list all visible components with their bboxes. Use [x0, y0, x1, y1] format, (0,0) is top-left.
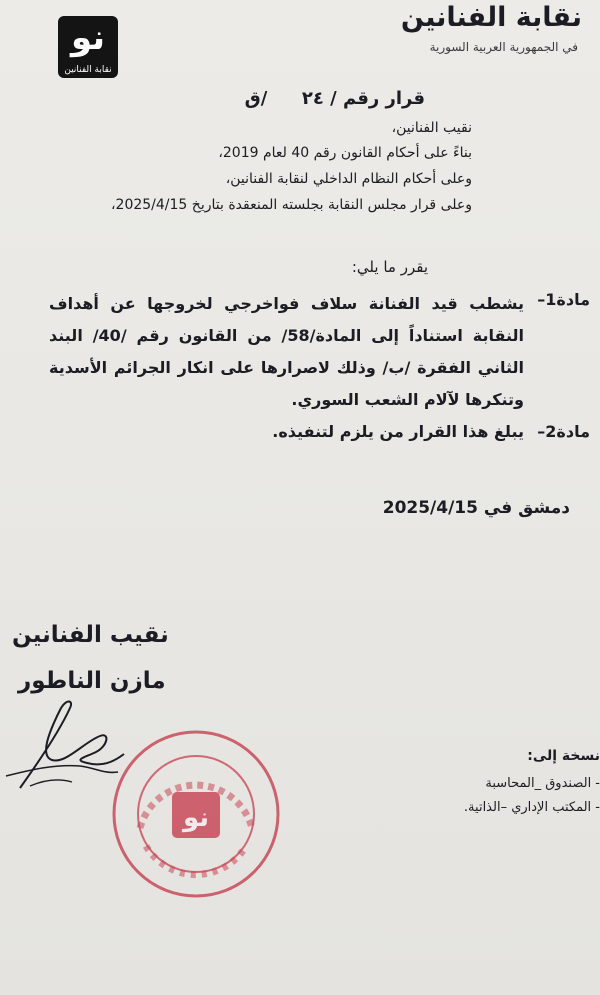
article-1-label: مادة1– — [537, 290, 590, 309]
preamble-line-3: وعلى قرار مجلس النقابة بجلسته المنعقدة بتاريخ 2025/4/15، — [111, 197, 472, 213]
preamble-line-1: بناءً على أحكام القانون رقم 40 لعام 2019، — [218, 145, 472, 161]
logo-mark: نو — [70, 18, 106, 58]
logo-caption: نقابة الفنانين — [64, 65, 112, 75]
official-stamp — [110, 728, 282, 900]
article-2-text: يبلغ هذا القرار من يلزم لتنفيذه. — [272, 422, 524, 441]
organization-subtitle: في الجمهورية العربية السورية — [429, 40, 578, 54]
copy-item-1: - الصندوق _المحاسبة — [485, 776, 600, 791]
copies-heading: نسخة إلى: — [527, 748, 600, 764]
stamp-mark: نو — [182, 803, 210, 833]
addressee-line: نقيب الفنانين، — [391, 120, 472, 136]
decision-number-label: قرار رقم / ٢٤ — [301, 88, 425, 109]
article-1-text: يشطب قيد الفنانة سلاف فواخرجي لخروجها عن أهداف النقابة استناداً إلى المادة/58/ من القانون رقم /40/ البند الثاني الفقرة /ب/ وذلك لاصرارها على انكار الجرائم الأسدية وتنكرها لآلام الشعب السوري. — [49, 294, 525, 409]
signatory-title: نقيب الفنانين — [12, 622, 169, 648]
decision-number-suffix: /ق — [244, 88, 268, 109]
decides-heading: يقرر ما يلي: — [351, 258, 428, 276]
article-2-label: مادة2– — [537, 422, 590, 441]
decision-number — [245, 88, 425, 109]
signatory-name: مازن الناطور — [18, 668, 166, 694]
copy-item-2: - المكتب الإداري –الذاتية. — [463, 800, 600, 815]
organization-name: نقابة الفنانين — [400, 2, 582, 33]
union-logo — [58, 16, 118, 78]
place-date: دمشق في 2025/4/15 — [382, 498, 570, 518]
preamble-line-2: وعلى أحكام النظام الداخلي لنقابة الفنانين، — [225, 171, 472, 187]
